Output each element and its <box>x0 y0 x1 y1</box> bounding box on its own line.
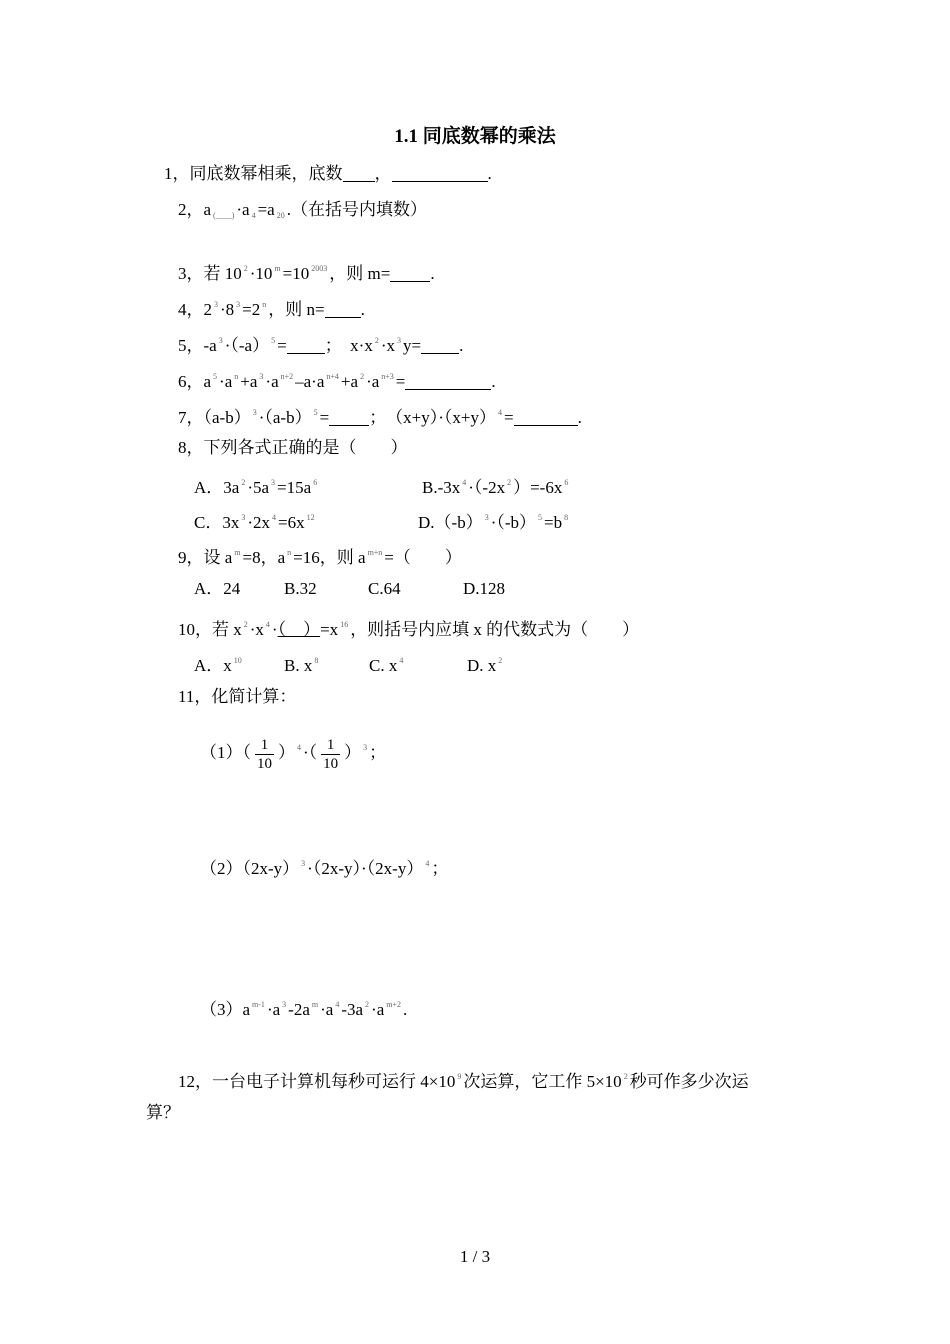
question-10-option-d[interactable] <box>467 650 504 677</box>
text-segment: ·a <box>236 200 250 219</box>
text-segment: -3a <box>341 1000 364 1019</box>
text-segment: ，则 m= <box>329 264 391 283</box>
text-segment: . <box>430 264 435 283</box>
answer-blank[interactable] <box>390 265 430 282</box>
exponent: (____) <box>213 211 235 220</box>
text-segment: B.-3x <box>422 478 461 497</box>
text-segment: = <box>504 408 514 427</box>
text-segment: ·a <box>320 1000 334 1019</box>
question-9-option-b[interactable]: B.32 <box>284 579 317 598</box>
exponent: 3 <box>397 336 402 345</box>
exponent: 2 <box>623 1072 628 1081</box>
text-segment: = <box>395 372 406 391</box>
text-segment: ·（-2x <box>468 478 506 497</box>
exponent: 5 <box>313 408 318 417</box>
exponent: m-1 <box>252 1000 265 1009</box>
text-segment: ·（ <box>303 743 318 762</box>
exponent: 2 <box>365 1000 370 1009</box>
text-segment: ）=-6x <box>513 478 563 497</box>
exponent: 2003 <box>311 264 328 273</box>
text-segment: 2，a <box>178 200 212 219</box>
text-segment: 秒可作多少次运 <box>629 1072 749 1091</box>
exponent: 4 <box>251 211 256 220</box>
text-segment: ） <box>344 743 362 762</box>
text-segment: （2）（2x-y） <box>200 859 300 878</box>
fraction <box>255 736 274 773</box>
text-segment: （1）（ <box>200 743 251 762</box>
exponent: 2 <box>241 478 246 487</box>
question-11-part-1 <box>200 728 386 773</box>
text-segment: C. x <box>369 656 398 675</box>
text-segment: （3）a <box>200 1000 251 1019</box>
text-segment: ，则 n= <box>268 300 325 319</box>
page-number: 1 / 3 <box>459 1247 491 1266</box>
text-segment: =6x <box>278 513 305 532</box>
exponent: n+3 <box>381 372 394 381</box>
text-segment: 5，-a <box>178 336 217 355</box>
text-segment: =a <box>257 200 275 219</box>
answer-blank[interactable] <box>405 373 491 390</box>
text-segment: B. x <box>284 656 313 675</box>
text-segment: A．3a <box>194 478 240 497</box>
exponent: 4 <box>265 620 270 629</box>
question-8-option-b[interactable] <box>422 472 570 499</box>
exponent: 6 <box>564 478 569 487</box>
exponent: 3 <box>241 513 246 522</box>
text-segment: –a·a <box>295 372 325 391</box>
question-2 <box>178 199 427 227</box>
text-segment: D.（-b） <box>418 513 483 532</box>
exponent: 3 <box>363 743 368 752</box>
question-8-option-c[interactable] <box>194 507 317 534</box>
exponent: m <box>234 548 241 557</box>
text-segment: ； <box>369 743 387 762</box>
text-segment: 1，同底数幂相乘，底数 <box>164 164 343 183</box>
text-segment: 10 <box>257 755 272 772</box>
text-segment: ·2x <box>247 513 271 532</box>
text-segment: =8，a <box>242 548 286 567</box>
text-segment: 3，若 10 <box>178 264 242 283</box>
exponent: m+2 <box>386 1000 401 1009</box>
text-segment: +a <box>240 372 258 391</box>
question-11-part-3 <box>200 994 407 1021</box>
text-segment: ； x·x <box>324 336 373 355</box>
answer-blank[interactable] <box>329 409 369 426</box>
text-segment: = <box>277 336 287 355</box>
exponent: 3 <box>218 336 223 345</box>
text-segment: ·（-a） <box>224 336 270 355</box>
answer-blank[interactable] <box>514 409 578 426</box>
exponent: m+n <box>367 548 383 557</box>
exponent: 16 <box>340 620 349 629</box>
exponent: 2 <box>374 336 379 345</box>
text-segment: =16，则 a <box>293 548 366 567</box>
text-segment: ·（-b） <box>490 513 537 532</box>
question-4 <box>178 294 365 321</box>
text-segment: =10 <box>282 264 310 283</box>
text-segment: =b <box>544 513 563 532</box>
text-segment: 7，（a-b） <box>178 408 251 427</box>
exponent: 3 <box>484 513 489 522</box>
text-segment: ·（a-b） <box>258 408 312 427</box>
text-segment: 6，a <box>178 372 212 391</box>
text-segment: ·a <box>266 1000 281 1019</box>
exponent: 8 <box>564 513 569 522</box>
text-segment: C．3x <box>194 513 240 532</box>
question-5 <box>178 330 463 357</box>
exponent: 3 <box>252 408 257 417</box>
text-segment: 9，设 a <box>178 548 233 567</box>
text-segment: ·5a <box>247 478 270 497</box>
question-12-line-2: 算？ <box>146 1103 180 1122</box>
exponent: 2 <box>498 656 503 665</box>
text-segment: . <box>487 164 492 183</box>
exponent: n+2 <box>280 372 294 381</box>
question-6 <box>178 366 496 393</box>
text-segment: ·8 <box>220 300 235 319</box>
text-segment: ； <box>431 859 449 878</box>
text-segment: · <box>271 620 278 639</box>
exponent: 8 <box>314 656 319 665</box>
text-segment: . <box>459 336 464 355</box>
exponent: 2 <box>360 372 365 381</box>
text-segment: ·a <box>265 372 279 391</box>
question-11-stem: 11，化简计算： <box>178 687 297 706</box>
exponent: 2 <box>243 264 248 273</box>
text-segment: 4，2 <box>178 300 212 319</box>
text-segment: y= <box>403 336 422 355</box>
question-10-option-c[interactable] <box>369 650 405 677</box>
text-segment: D. x <box>467 656 497 675</box>
exponent: 5 <box>213 372 218 381</box>
text-segment: =2 <box>242 300 261 319</box>
question-1 <box>164 163 492 185</box>
text-segment: =15a <box>277 478 312 497</box>
exponent: 4 <box>272 513 277 522</box>
exponent: 4 <box>425 859 430 868</box>
exponent: 3 <box>282 1000 287 1009</box>
exponent: m <box>311 1000 319 1009</box>
text-segment: 1 <box>321 736 340 755</box>
text-segment: A．x <box>194 656 232 675</box>
exponent: 4 <box>462 478 467 487</box>
text-segment: ） <box>278 743 295 762</box>
fraction <box>321 736 340 773</box>
text-segment: ，则括号内应填 x 的代数式为（ ） <box>350 620 640 639</box>
exponent: n <box>234 372 239 381</box>
question-7 <box>178 402 582 429</box>
text-segment: =（ ） <box>384 548 462 567</box>
question-8-option-a[interactable] <box>194 472 319 499</box>
exponent: 2 <box>243 620 248 629</box>
exponent: 2 <box>507 478 512 487</box>
exponent: 5 <box>538 513 543 522</box>
exponent: n <box>287 548 292 557</box>
question-9-option-d[interactable]: D.128 <box>463 579 506 598</box>
text-segment: =x <box>320 620 339 639</box>
question-8-option-d[interactable] <box>418 507 570 534</box>
text-segment: . <box>403 1000 408 1019</box>
exponent: 4 <box>399 656 404 665</box>
question-9-stem <box>178 542 462 569</box>
text-segment: ·x <box>249 620 264 639</box>
answer-blank[interactable] <box>325 301 361 318</box>
exponent: m <box>274 264 281 273</box>
exponent: 3 <box>271 478 276 487</box>
question-10-option-b[interactable] <box>284 650 320 677</box>
text-segment: 次运算，它工作 5×10 <box>463 1072 622 1091</box>
question-9-option-a[interactable]: A．24 <box>194 579 241 598</box>
question-10-stem <box>178 614 639 641</box>
text-segment: ·x <box>380 336 396 355</box>
text-segment: = <box>319 408 330 427</box>
exponent: 3 <box>301 859 306 868</box>
exponent: 4 <box>498 408 503 417</box>
text-segment: . <box>491 372 496 391</box>
exponent: 5 <box>271 336 276 345</box>
exponent: 6 <box>313 478 318 487</box>
exponent: 3 <box>259 372 264 381</box>
answer-blank[interactable] <box>421 337 459 354</box>
exponent: 3 <box>236 300 241 309</box>
text-segment: +a <box>340 372 359 391</box>
text-segment: -2a <box>288 1000 310 1019</box>
question-12-line-1 <box>178 1066 749 1093</box>
question-8-stem: 8，下列各式正确的是（ ） <box>178 438 408 457</box>
text-segment: ·a <box>366 372 380 391</box>
exponent: 4 <box>297 743 301 752</box>
text-segment: .（在括号内填数） <box>286 200 427 219</box>
text-segment: ·（2x-y）·（2x-y） <box>307 859 424 878</box>
text-segment: ·10 <box>249 264 273 283</box>
text-segment: ·a <box>371 1000 385 1019</box>
text-segment: 10 <box>323 755 339 772</box>
text-segment: . <box>577 408 582 427</box>
page-title: 1.1 同底数幂的乘法 <box>394 126 556 147</box>
exponent: n <box>262 300 267 309</box>
exponent: 9 <box>457 1072 462 1081</box>
text-segment: ， <box>374 164 392 183</box>
exponent: 10 <box>233 656 242 665</box>
answer-blank[interactable] <box>287 337 325 354</box>
question-3 <box>178 258 435 285</box>
text-segment: ； （x+y）·（x+y） <box>369 408 497 427</box>
exponent: 4 <box>335 1000 340 1009</box>
exponent: n+4 <box>326 372 339 381</box>
text-segment: 12，一台电子计算机每秒可运行 4×10 <box>178 1072 456 1091</box>
text-segment: 1 <box>255 736 274 755</box>
answer-blank[interactable]: （ ） <box>277 620 321 639</box>
question-10-option-a[interactable] <box>194 650 244 677</box>
exponent: 20 <box>276 211 285 220</box>
text-segment: . <box>360 300 365 319</box>
answer-blank[interactable] <box>392 165 488 182</box>
exponent: 12 <box>306 513 315 522</box>
exponent: 3 <box>214 300 218 309</box>
question-11-part-2 <box>200 853 448 880</box>
answer-blank[interactable] <box>343 165 375 182</box>
text-segment: 10，若 x <box>178 620 242 639</box>
question-9-option-c[interactable]: C.64 <box>368 579 401 598</box>
text-segment: ·a <box>219 372 233 391</box>
